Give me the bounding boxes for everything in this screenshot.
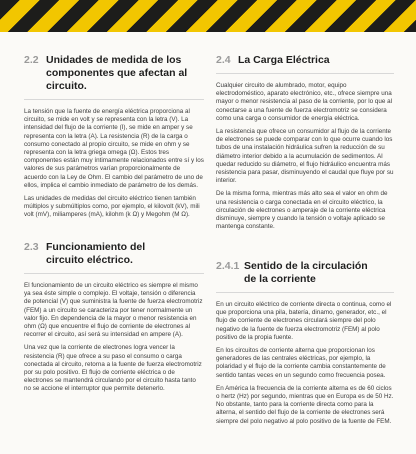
paragraph: Una vez que la corriente de electrones logra vencer la resistencia (R) que ofrece a su paso el consumo o carga conectada al circuito, retorna a la fuente de fuerza electromotriz por su polo positivo. El flujo de corriente eléctrica o de electrones se mantendrá circulando por el circuito hasta tanto no se accione el interruptor que permite detenerlo. [24, 344, 202, 393]
section-header [216, 260, 394, 286]
section-number: 2.2 [24, 54, 39, 66]
section-divider [24, 99, 204, 100]
section-number: 2.4.1 [216, 260, 240, 272]
section-2-4 [216, 54, 394, 236]
section-header [24, 54, 204, 93]
section-divider [216, 292, 394, 293]
paragraph: La tensión que la fuente de energía eléctrica proporciona al circuito, se mide en volt y se representa con la letra (V). La intensidad del flujo de la corriente (I), se mide en amper y se representa con la letra (A). La resistencia (R) de la carga o consumo conectado al propio circuito, se mide en ohm y se representa con la letra griega omega (Ω). Estos tres componentes están muy íntimamente relacionados entre sí y los valores de sus parámetros varían proporcionalmente de acuerdo con la Ley de Ohm. El cambio del parámetro de uno de ellos, implica el cambio inmediato de parámetro de los demás. [24, 108, 204, 189]
section-header [216, 54, 394, 67]
paragraph: La resistencia que ofrece un consumidor al flujo de la corriente de electrones se puede comparar con lo que ocurre cuando los tubos de una instalación hidráulica sufren la reducción de su diámetro interior debido a la acumulación de sedimentos. Al quedar reducido su diámetro, el flujo hidráulico encuentra más resistencia para pasar, disminuyendo el caudal que fluye por su interior. [216, 128, 394, 185]
section-number: 2.4 [216, 54, 231, 66]
section-title: Unidades de medida de los componentes que afectan al circuito. [46, 54, 188, 92]
section-divider [216, 73, 394, 74]
section-title: La Carga Eléctrica [238, 54, 330, 66]
paragraph: En un circuito eléctrico de corriente directa o continua, como el que proporciona una pila, batería, dinamo, generador, etc., el flujo de corriente de electrones circulará siempre del polo negativo de la fuente de fuerza electromotriz (FEM) al polo positivo de la propia fuente. [216, 301, 392, 341]
section-2-2 [24, 54, 204, 225]
paragraph: De la misma forma, mientras más alto sea el valor en ohm de una resistencia o carga conectada en el circuito eléctrico, la circulación de electrones o amperaje de la corriente eléctrica disminuye, siempre y cuando la tensión o voltaje aplicado se mantenga constante. [216, 190, 388, 231]
section-number: 2.3 [24, 241, 39, 253]
paragraph: Cualquier circuito de alumbrado, motor, equipo electrodoméstico, aparato electrónico, etc., ofrece siempre una mayor o menor resistencia al paso de la corriente, por lo que al conectarse a una fuente de fuerza electromotriz se considera como una carga o consumidor de energía eléctrica. [216, 82, 393, 122]
section-2-4-1 [216, 260, 394, 431]
section-title: Funcionamiento del circuito eléctrico. [46, 241, 146, 266]
paragraph: En América la frecuencia de la corriente alterna es de 60 ciclos o hertz (Hz) por segundo, mientras que en Europa es de 50 Hz. No obstante, tanto para la corriente directa como para la alterna, el sentido del flujo de la corriente de electrones será siempre del polo negativo al polo positivo de la fuente de FEM. [216, 384, 394, 425]
section-divider [24, 273, 204, 274]
section-title: Sentido de la circulación de la corriente [244, 260, 368, 285]
paragraph: El funcionamiento de un circuito eléctrico es siempre el mismo ya sea éste simple o complejo. El voltaje, tensión o diferencia de potencial (V) que suministra la fuente de fuerza electromotriz (FEM) a un circuito se caracteriza por tener normalmente un valor fijo. En dependencia de la mayor o menor resistencia en ohm (Ω) que encuentre el flujo de corriente de electrones al recorrer el circuito, así será su intensidad en ampere (A). [24, 282, 203, 339]
hazard-stripe-banner [0, 0, 416, 32]
paragraph: Las unidades de medidas del circuito eléctrico tienen también múltiplos y submúltiplos como, por ejemplo, el kilovolt (kV), mili volt (mV), miliamperes (mA), kilohm (k Ω) y Megohm (M Ω). [24, 195, 200, 219]
paragraph: En los circuitos de corriente alterna que proporcionan los generadores de las centrales eléctricas, por ejemplo, la polaridad y el flujo de la corriente cambia constantemente de sentido tantas veces en un segundo como frecuencia posea. [216, 347, 386, 379]
section-2-3 [24, 241, 204, 399]
section-header [24, 241, 204, 267]
